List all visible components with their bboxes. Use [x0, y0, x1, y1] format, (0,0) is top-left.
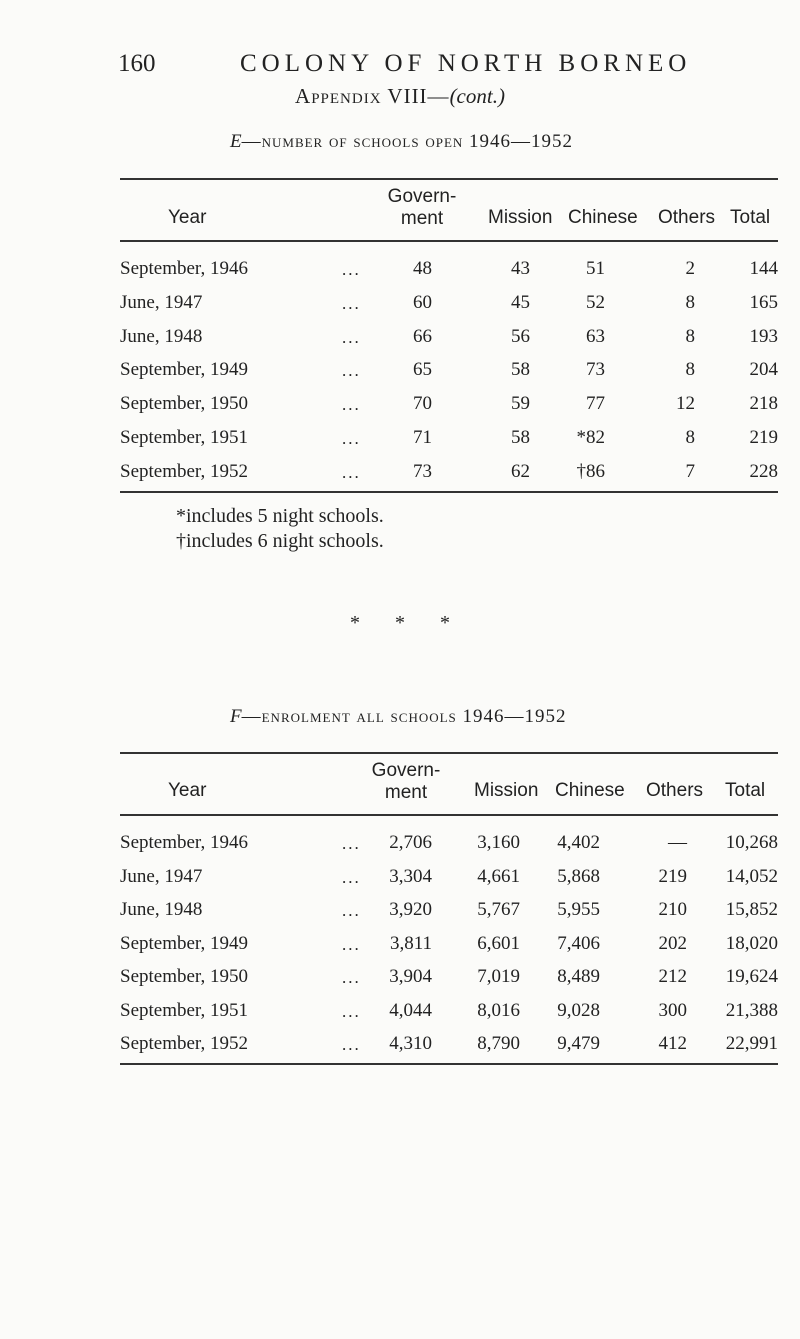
- chinese-cell: 9,479: [557, 1033, 600, 1054]
- year-cell: September, 1949: [120, 932, 248, 954]
- others-cell: 8: [685, 291, 695, 313]
- footnote-dagger: †includes 6 night schools.: [176, 530, 384, 552]
- total-cell: 18,020: [725, 932, 778, 954]
- header-government: [356, 760, 456, 804]
- mission-cell: 6,601: [477, 932, 520, 954]
- others-cell: 7: [685, 460, 695, 482]
- total-cell: 204: [749, 359, 778, 381]
- mission-cell: 3,160: [477, 832, 520, 853]
- year-cell: June, 1948: [120, 899, 203, 920]
- total-cell: 193: [749, 325, 778, 347]
- mission-cell: 45: [511, 291, 530, 313]
- government-cell: 4,044: [389, 999, 432, 1021]
- government-cell: 73: [413, 460, 432, 482]
- total-cell: 15,852: [725, 899, 778, 920]
- running-head: COLONY OF NORTH BORNEO: [240, 50, 692, 77]
- chinese-cell: 7,406: [557, 932, 600, 954]
- header-year: Year: [168, 780, 207, 801]
- total-cell: 218: [749, 393, 778, 415]
- mission-cell: 5,767: [477, 899, 520, 920]
- government-cell: 3,811: [389, 932, 432, 954]
- chinese-cell: †86: [576, 460, 605, 482]
- mission-cell: 4,661: [477, 865, 520, 887]
- government-cell: 3,920: [389, 899, 432, 920]
- others-cell: 8: [685, 325, 695, 347]
- total-cell: 21,388: [725, 999, 778, 1021]
- header-year: Year: [168, 207, 207, 228]
- leader-dots: ...: [342, 462, 361, 482]
- chinese-cell: 77: [586, 393, 605, 415]
- year-cell: June, 1947: [120, 865, 203, 887]
- header-government-line1: Govern-: [387, 186, 457, 207]
- leader-dots: ...: [342, 901, 361, 920]
- header-chinese: Chinese: [568, 207, 638, 228]
- header-government-line2: ment: [400, 208, 444, 229]
- mission-cell: 58: [511, 359, 530, 381]
- mission-cell: 43: [511, 258, 530, 279]
- leader-dots: ...: [342, 361, 361, 381]
- header-government: [372, 186, 472, 230]
- header-government-line2: ment: [384, 782, 428, 803]
- others-cell: 210: [658, 899, 687, 920]
- total-cell: 228: [749, 460, 778, 482]
- header-government-line1: Govern-: [371, 760, 441, 781]
- chinese-cell: 73: [586, 359, 605, 381]
- leader-dots: ...: [342, 429, 361, 448]
- total-cell: 144: [749, 258, 778, 279]
- year-cell: September, 1950: [120, 393, 248, 415]
- government-cell: 70: [413, 393, 432, 415]
- appendix-title: [0, 84, 800, 109]
- table-e-caption-text: —number of schools open 1946—1952: [241, 131, 574, 152]
- header-mission: Mission: [488, 207, 553, 228]
- mission-cell: 62: [511, 460, 530, 482]
- chinese-cell: 5,868: [557, 865, 600, 887]
- chinese-cell: 63: [586, 325, 605, 347]
- chinese-cell: 52: [586, 291, 605, 313]
- year-cell: June, 1947: [120, 291, 203, 313]
- chinese-cell: *82: [576, 427, 605, 448]
- others-cell: 12: [676, 393, 695, 415]
- appendix-title-cont: (cont.): [449, 84, 505, 108]
- header-others: Others: [658, 207, 716, 228]
- government-cell: 2,706: [389, 832, 432, 853]
- leader-dots: ...: [342, 867, 361, 887]
- header-total: Total: [725, 780, 766, 801]
- table-f-letter: F: [230, 706, 242, 727]
- table-e-top-rule: [120, 178, 778, 180]
- total-cell: 22,991: [725, 1033, 778, 1054]
- others-cell: 219: [658, 865, 687, 887]
- government-cell: 66: [413, 325, 432, 347]
- leader-dots: ...: [342, 968, 361, 987]
- mission-cell: 59: [511, 393, 530, 415]
- leader-dots: ...: [342, 293, 361, 313]
- chinese-cell: 8,489: [557, 966, 600, 987]
- year-cell: September, 1951: [120, 999, 248, 1021]
- government-cell: 60: [413, 291, 432, 313]
- header-mission: Mission: [474, 780, 539, 801]
- leader-dots: ...: [342, 1035, 361, 1054]
- government-cell: 71: [413, 427, 432, 448]
- mission-cell: 7,019: [477, 966, 520, 987]
- table-e-caption: [230, 131, 573, 153]
- others-cell: 300: [658, 999, 687, 1021]
- table-f-caption-text: —enrolment all schools 1946—1952: [241, 706, 567, 727]
- leader-dots: ...: [342, 834, 361, 853]
- year-cell: June, 1948: [120, 325, 203, 347]
- year-cell: September, 1950: [120, 966, 248, 987]
- year-cell: September, 1946: [120, 832, 248, 853]
- year-cell: September, 1946: [120, 258, 248, 279]
- others-cell: 212: [658, 966, 687, 987]
- table-f-bottom-rule: [120, 1063, 778, 1065]
- table-e-header-rule: [120, 240, 778, 242]
- others-cell: 2: [685, 258, 695, 279]
- year-cell: September, 1951: [120, 427, 248, 448]
- chinese-cell: 9,028: [557, 999, 600, 1021]
- appendix-title-main: Appendix VIII—: [295, 84, 450, 108]
- leader-dots: ...: [342, 1001, 361, 1021]
- mission-cell: 8,016: [477, 999, 520, 1021]
- mission-cell: 56: [511, 325, 530, 347]
- header-total: Total: [730, 207, 771, 228]
- leader-dots: ...: [342, 934, 361, 954]
- total-cell: 14,052: [725, 865, 778, 887]
- total-cell: 10,268: [725, 832, 778, 853]
- table-f-header-rule: [120, 814, 778, 816]
- total-cell: 165: [749, 291, 778, 313]
- others-cell: 8: [685, 359, 695, 381]
- table-f-top-rule: [120, 752, 778, 754]
- leader-dots: ...: [342, 395, 361, 415]
- header-others: Others: [646, 780, 704, 801]
- others-cell: 8: [685, 427, 695, 448]
- chinese-cell: 5,955: [557, 899, 600, 920]
- mission-cell: 58: [511, 427, 530, 448]
- year-cell: September, 1952: [120, 460, 248, 482]
- mission-cell: 8,790: [477, 1033, 520, 1054]
- table-e-bottom-rule: [120, 491, 778, 493]
- page-number: 160: [118, 50, 156, 77]
- others-cell: 202: [658, 932, 687, 954]
- government-cell: 3,304: [389, 865, 432, 887]
- total-cell: 19,624: [725, 966, 778, 987]
- leader-dots: ...: [342, 327, 361, 347]
- footnote-star: *includes 5 night schools.: [176, 505, 384, 527]
- government-cell: 65: [413, 359, 432, 381]
- year-cell: September, 1952: [120, 1033, 248, 1054]
- table-f-caption: [230, 706, 567, 728]
- government-cell: 48: [413, 258, 432, 279]
- table-e-letter: E: [230, 131, 242, 152]
- chinese-cell: 4,402: [557, 832, 600, 853]
- chinese-cell: 51: [586, 258, 605, 279]
- section-separator: * * *: [350, 612, 450, 634]
- leader-dots: ...: [342, 260, 361, 279]
- total-cell: 219: [749, 427, 778, 448]
- government-cell: 4,310: [389, 1033, 432, 1054]
- government-cell: 3,904: [389, 966, 432, 987]
- header-chinese: Chinese: [555, 780, 625, 801]
- year-cell: September, 1949: [120, 359, 248, 381]
- others-cell: 412: [658, 1033, 687, 1054]
- others-cell: —: [668, 832, 687, 853]
